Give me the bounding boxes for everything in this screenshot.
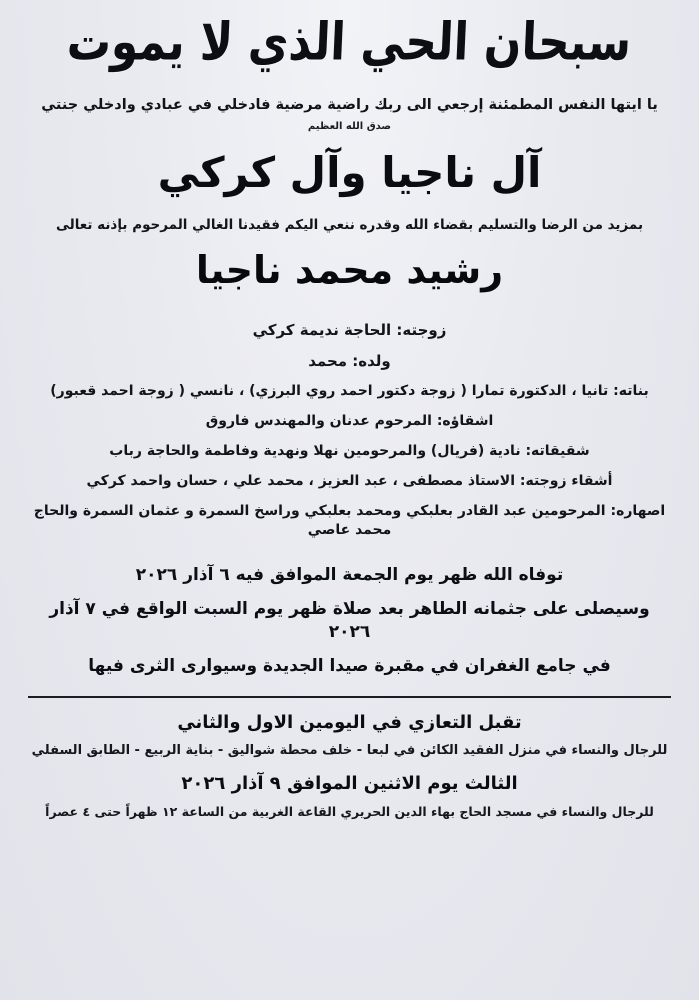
list-item: في جامع الغفران في مقبرة صيدا الجديدة وسيوارى الثرى فيها: [88, 655, 611, 676]
list-item: اصهاره: المرحومين عبد القادر بعلبكي ومحمد بعلبكي وراسخ السمرة و عثمان السمرة والحاج محمد عاصي: [33, 502, 666, 538]
list-item: شقيقاته: نادية (فريال) والمرحومين نهلا ونهدية وفاطمة والحاجة رباب: [109, 443, 590, 460]
list-item: بناته: تانيا ، الدكتورة تمارا ( زوجة دكتور احمد روي البرزي) ، نانسي ( زوجة احمد قعبور): [50, 383, 649, 400]
deceased-name: رشيد محمد ناجيا: [195, 248, 504, 293]
list-item: توفاه الله ظهر يوم الجمعة الموافق فيه ٦ آذار ٢٠٢٦: [135, 564, 564, 585]
quran-verse: يا ايتها النفس المطمئنة إرجعي الى ربك راضية مرضية فادخلي في عبادي وادخلي جنتي: [41, 96, 658, 113]
basmala-calligraphy: سبحان الحي الذي لا يموت: [66, 12, 633, 73]
condolences-heading: تقبل التعازي في اليومين الاول والثاني: [177, 711, 522, 733]
section-divider: [28, 696, 671, 698]
condolences-third-day: الثالث يوم الاثنين الموافق ٩ آذار ٢٠٢٦: [181, 773, 518, 795]
condolences-location-first: للرجال والنساء في منزل الفقيد الكائن في لبعا - خلف محطة شواليق - بناية الربيع - الطابق السفلي: [31, 742, 668, 758]
list-item: اشقاؤه: المرحوم عدنان والمهندس فاروق: [205, 413, 494, 430]
quran-verse-attribution: صدق الله العظيم: [307, 121, 392, 133]
list-item: وسيصلى على جثمانه الطاهر بعد صلاة ظهر يوم السبت الواقع في ٧ آذار ٢٠٢٦: [49, 598, 650, 642]
list-item: زوجته: الحاجة نديمة كركي: [252, 320, 447, 339]
family-name-heading: آل ناجيا وآل كركي: [157, 148, 542, 198]
list-item: ولده: محمد: [308, 352, 391, 371]
condolences-section: [28, 712, 671, 830]
condolences-location-third: للرجال والنساء في مسجد الحاج بهاء الدين الحريري القاعة الغربية من الساعة ١٢ ظهراً حتى ٤ عصراً: [45, 804, 654, 820]
list-item: أشقاء زوجته: الاستاذ مصطفى ، عبد العزيز ، محمد علي ، حسان واحمد كركي: [86, 473, 613, 490]
relatives-list: [28, 320, 671, 540]
announcement-text: بمزيد من الرضا والتسليم بقضاء الله وقدره ننعي اليكم فقيدنا الغالي المرحوم بإذنه تعالى: [55, 216, 644, 233]
funeral-details: [28, 564, 671, 678]
